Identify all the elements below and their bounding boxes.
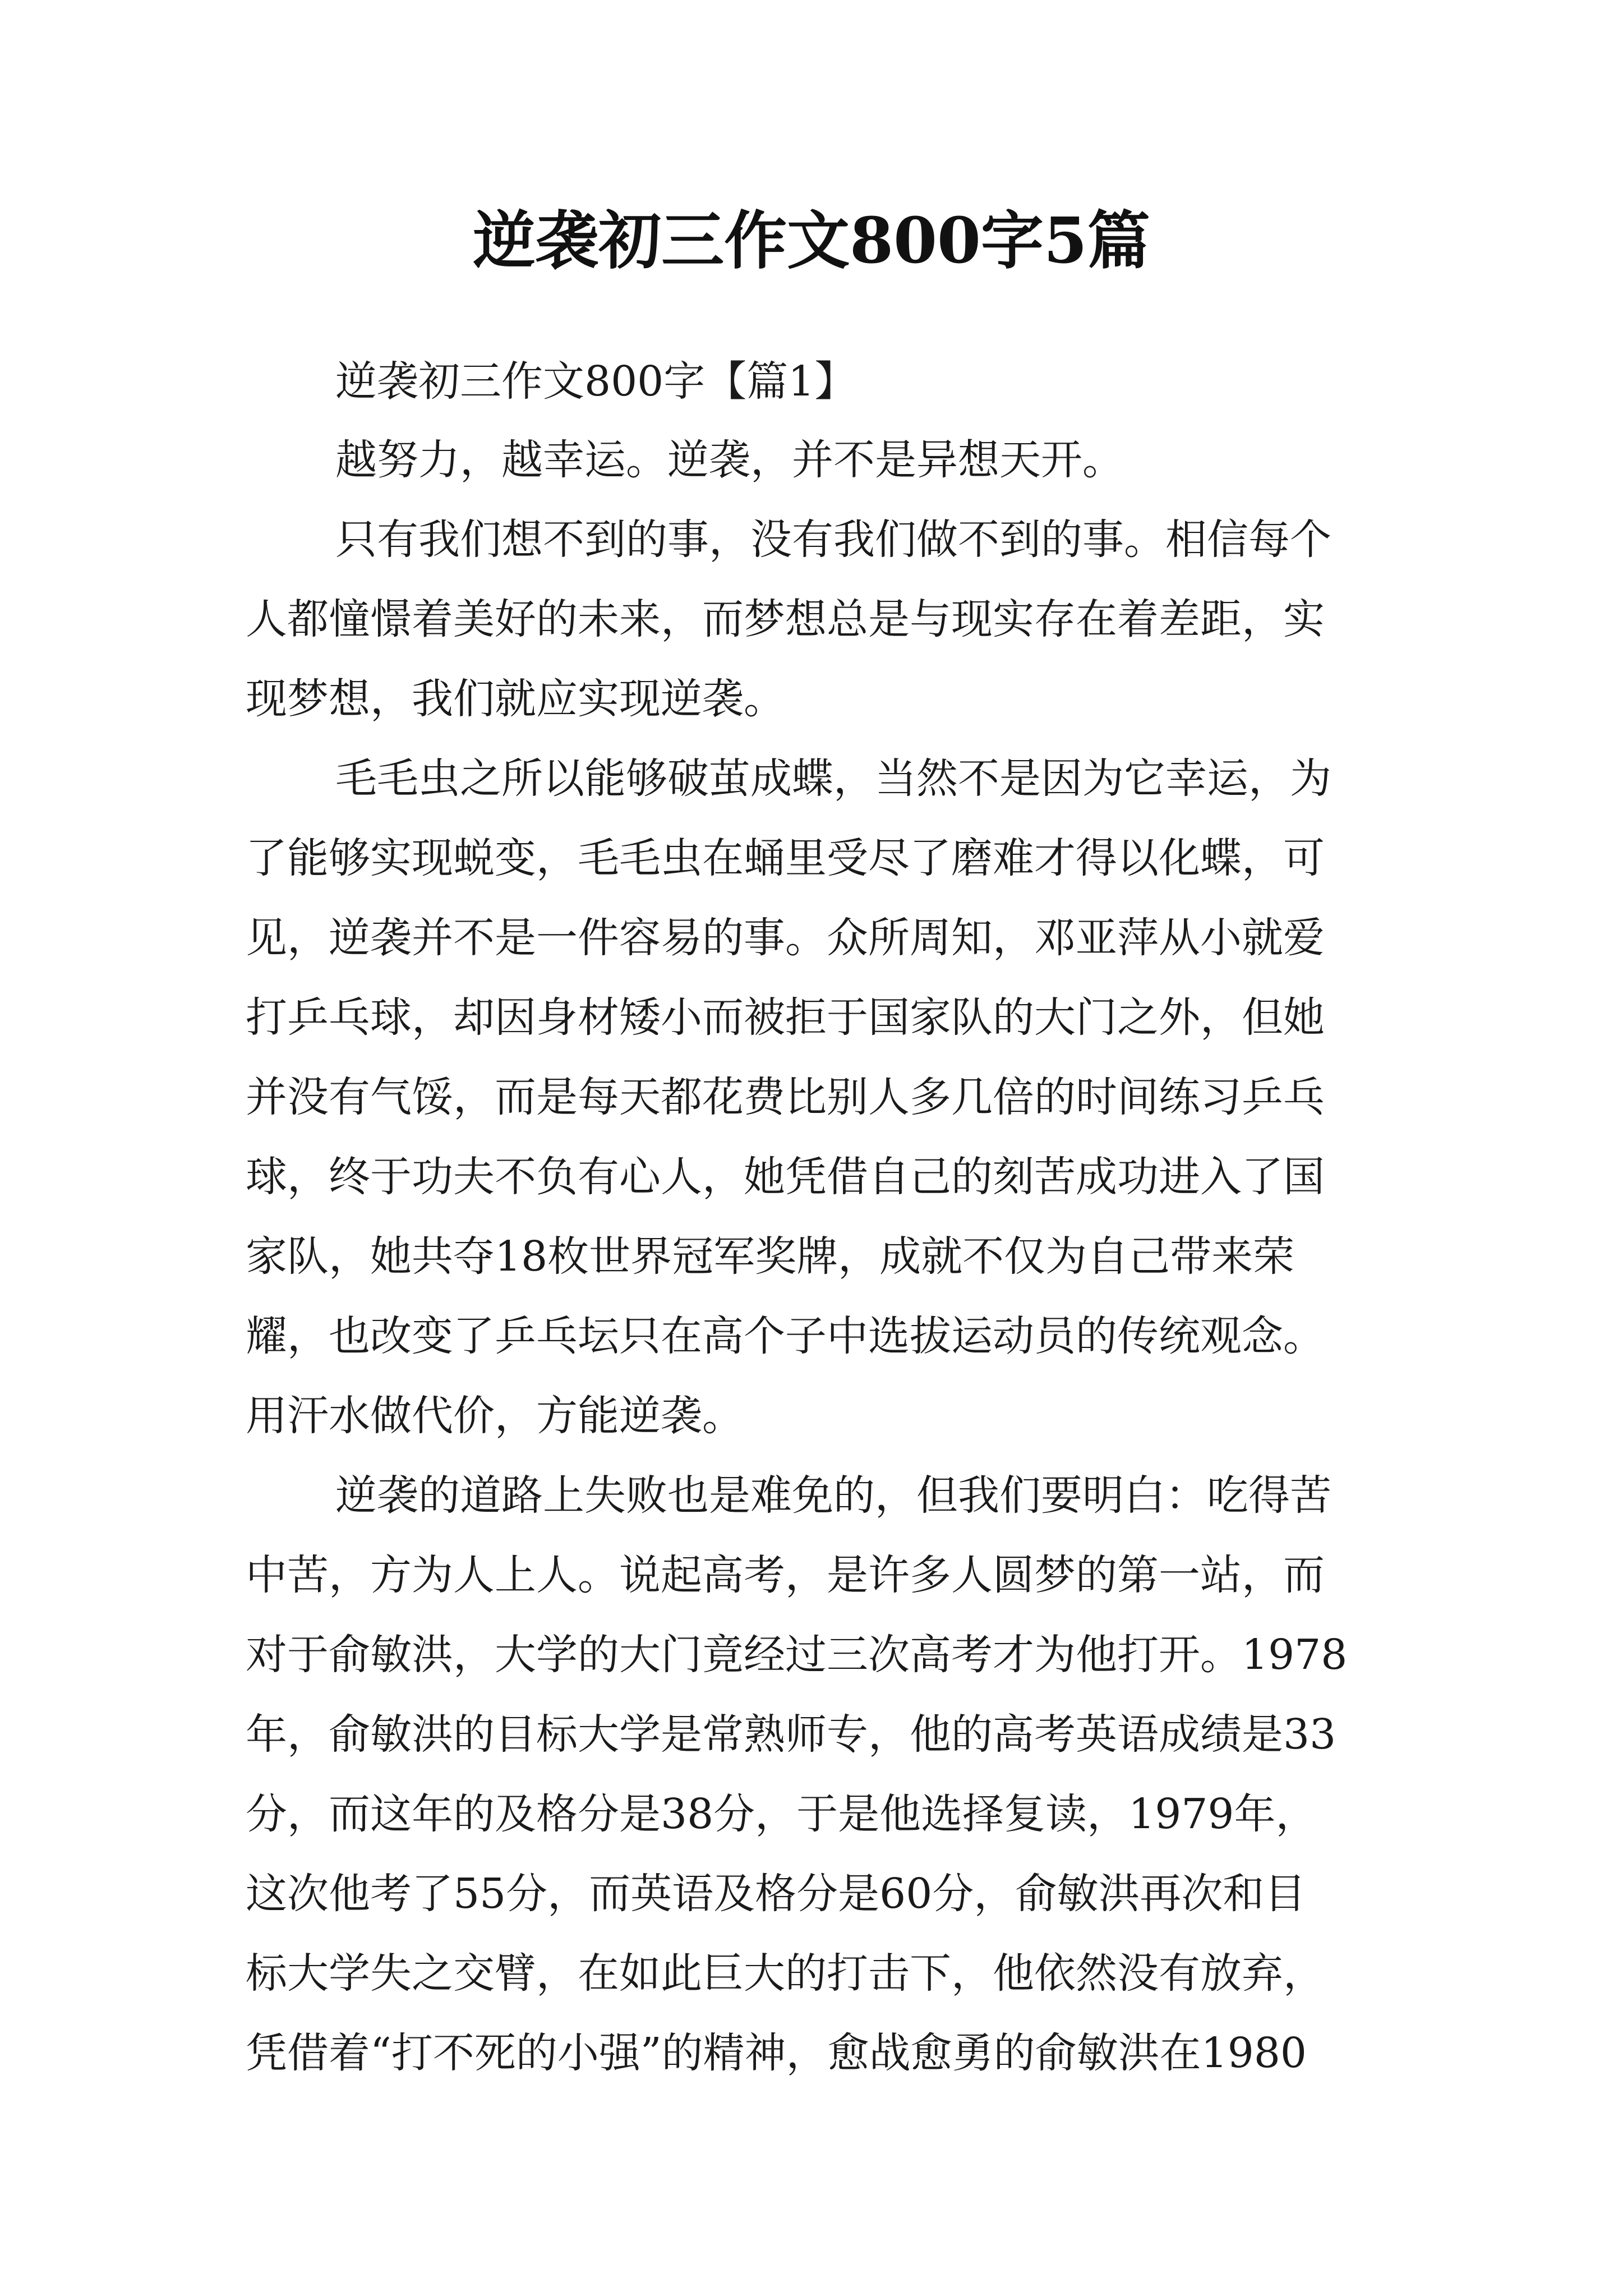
text-line: 并没有气馁，而是每天都花费比别人多几倍的时间练习乒乓: [246, 1073, 1325, 1121]
document-title: 逆袭初三作文800字5篇: [473, 204, 1150, 278]
text-line: 球，终于功夫不负有心人，她凭借自己的刻苦成功进入了国: [246, 1153, 1325, 1201]
text-line: 对于俞敏洪，大学的大门竟经过三次高考才为他打开。1978: [246, 1631, 1348, 1679]
text-line: 标大学失之交臂，在如此巨大的打击下，他依然没有放弃，: [246, 1949, 1325, 1998]
text-line: 分，而这年的及格分是38分，于是他选择复读，1979年，: [246, 1790, 1317, 1838]
text-line: 只有我们想不到的事，没有我们做不到的事。相信每个: [335, 516, 1331, 564]
text-line: 打乒乓球，却因身材矮小而被拒于国家队的大门之外，但她: [246, 993, 1325, 1042]
text-line: 耀，也改变了乒乓坛只在高个子中选拔运动员的传统观念。: [246, 1312, 1325, 1360]
text-line: 了能够实现蜕变，毛毛虫在蛹里受尽了磨难才得以化蝶，可: [246, 834, 1325, 882]
text-line: 家队，她共夺18枚世界冠军奖牌，成就不仅为自己带来荣: [246, 1232, 1295, 1281]
text-line: 这次他考了55分，而英语及格分是60分，俞敏洪再次和目: [246, 1870, 1306, 1918]
text-line: 中苦，方为人上人。说起高考，是许多人圆梦的第一站，而: [246, 1551, 1325, 1599]
text-line: 现梦想，我们就应实现逆袭。: [246, 675, 785, 723]
text-line: 用汗水做代价，方能逆袭。: [246, 1392, 744, 1440]
text-line: 年，俞敏洪的目标大学是常熟师专，他的高考英语成绩是33: [246, 1710, 1336, 1759]
text-line: 凭借着“打不死的小强”的精神，愈战愈勇的俞敏洪在1980: [246, 2029, 1307, 2077]
text-line: 毛毛虫之所以能够破茧成蝶，当然不是因为它幸运，为: [335, 754, 1331, 803]
text-line: 越努力，越幸运。逆袭，并不是异想天开。: [335, 436, 1124, 484]
section-heading: 逆袭初三作文800字【篇1】: [335, 357, 856, 406]
text-line: 人都憧憬着美好的未来，而梦想总是与现实存在着差距，实: [246, 595, 1325, 643]
text-line: 逆袭的道路上失败也是难免的，但我们要明白：吃得苦: [335, 1471, 1331, 1520]
text-line: 见，逆袭并不是一件容易的事。众所周知，邓亚萍从小就爱: [246, 914, 1325, 962]
